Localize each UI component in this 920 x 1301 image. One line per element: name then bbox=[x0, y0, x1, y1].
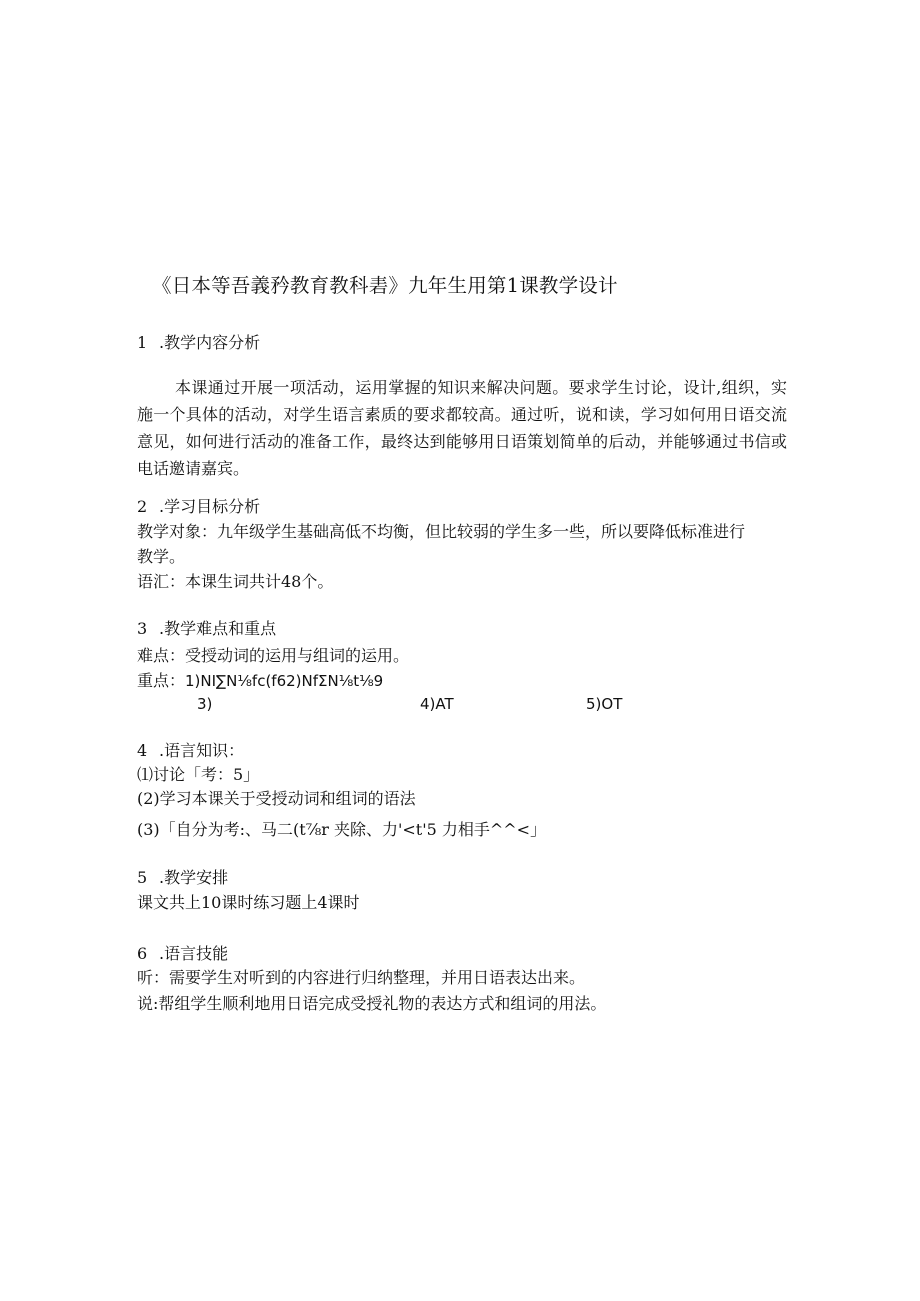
section-6-label: .语言技能 bbox=[159, 944, 229, 963]
section-2-label: .学习目标分析 bbox=[159, 497, 261, 516]
section-6-speaking: 说:帮组学生顺利地用日语完成受授礼物的表达方式和组词的用法。 bbox=[137, 994, 607, 1013]
section-4-number: 4 bbox=[137, 741, 148, 760]
section-2-line-1: 教学对象：九年级学生基础高低不均衡，但比较弱的学生多一些，所以要降低标准进行 bbox=[137, 522, 746, 541]
section-4-label: .语言知识： bbox=[159, 741, 245, 760]
key-points-items: 1)NI∑N⅛fc(f62)NfΣN⅛t⅛9 bbox=[185, 672, 384, 690]
document-title: 《日本等吾義矜教育教科砉》九年生用第1课教学设计 bbox=[152, 274, 618, 297]
section-6-number: 6 bbox=[137, 944, 148, 963]
section-4-heading bbox=[137, 741, 817, 761]
section-2-number: 2 bbox=[137, 497, 148, 516]
section-3-number: 3 bbox=[137, 619, 148, 638]
section-1-paragraph: 本课通过开展一项活动，运用掌握的知识来解决问题。要求学生讨论，设计,组织，实施一个具体的活动，对学生语言素质的要求都较高。通过听，说和读，学习如何用日语交流意见，如何进行活动的准备工作，最终达到能够用日语策划简单的后动，并能够通过书信或电话邀请嘉宾。 bbox=[137, 378, 787, 478]
section-1-number: 1 bbox=[137, 333, 148, 352]
section-3-difficulty: 难点：受授动词的运用与组词的运用。 bbox=[137, 646, 410, 665]
section-4-item-3: (3)「自分为考:、马二(t⅞r 夹除、力'<t'5 力相手^^<」 bbox=[137, 820, 547, 839]
section-2-line-2: 教学。 bbox=[137, 547, 186, 566]
section-5-label: .教学安排 bbox=[159, 868, 229, 887]
section-1-heading bbox=[137, 333, 817, 353]
section-2-heading bbox=[137, 497, 817, 517]
section-3-label: .教学难点和重点 bbox=[159, 619, 277, 638]
key-point-5: 5)OT bbox=[586, 695, 623, 713]
section-5-line-1: 课文共上10课时练习题上4课时 bbox=[137, 893, 360, 912]
key-point-3: 3) bbox=[197, 695, 213, 713]
section-4-item-2: (2)学习本课关于受授动词和组词的语法 bbox=[137, 789, 416, 808]
key-point-4: 4)AT bbox=[420, 695, 454, 713]
section-6-heading bbox=[137, 944, 817, 964]
section-5-number: 5 bbox=[137, 868, 148, 887]
section-3-key-points bbox=[137, 671, 817, 691]
section-5-heading bbox=[137, 868, 817, 888]
section-3-heading bbox=[137, 619, 817, 639]
section-2-line-3: 语汇：本课生词共计48个。 bbox=[137, 572, 334, 591]
section-1-label: .教学内容分析 bbox=[159, 333, 261, 352]
section-6-listening: 听：需要学生对听到的内容进行归纳整理，并用日语表达出来。 bbox=[137, 968, 586, 987]
key-points-prefix: 重点： bbox=[137, 671, 186, 690]
section-4-item-1: ⑴讨论「考：5」 bbox=[137, 765, 260, 784]
